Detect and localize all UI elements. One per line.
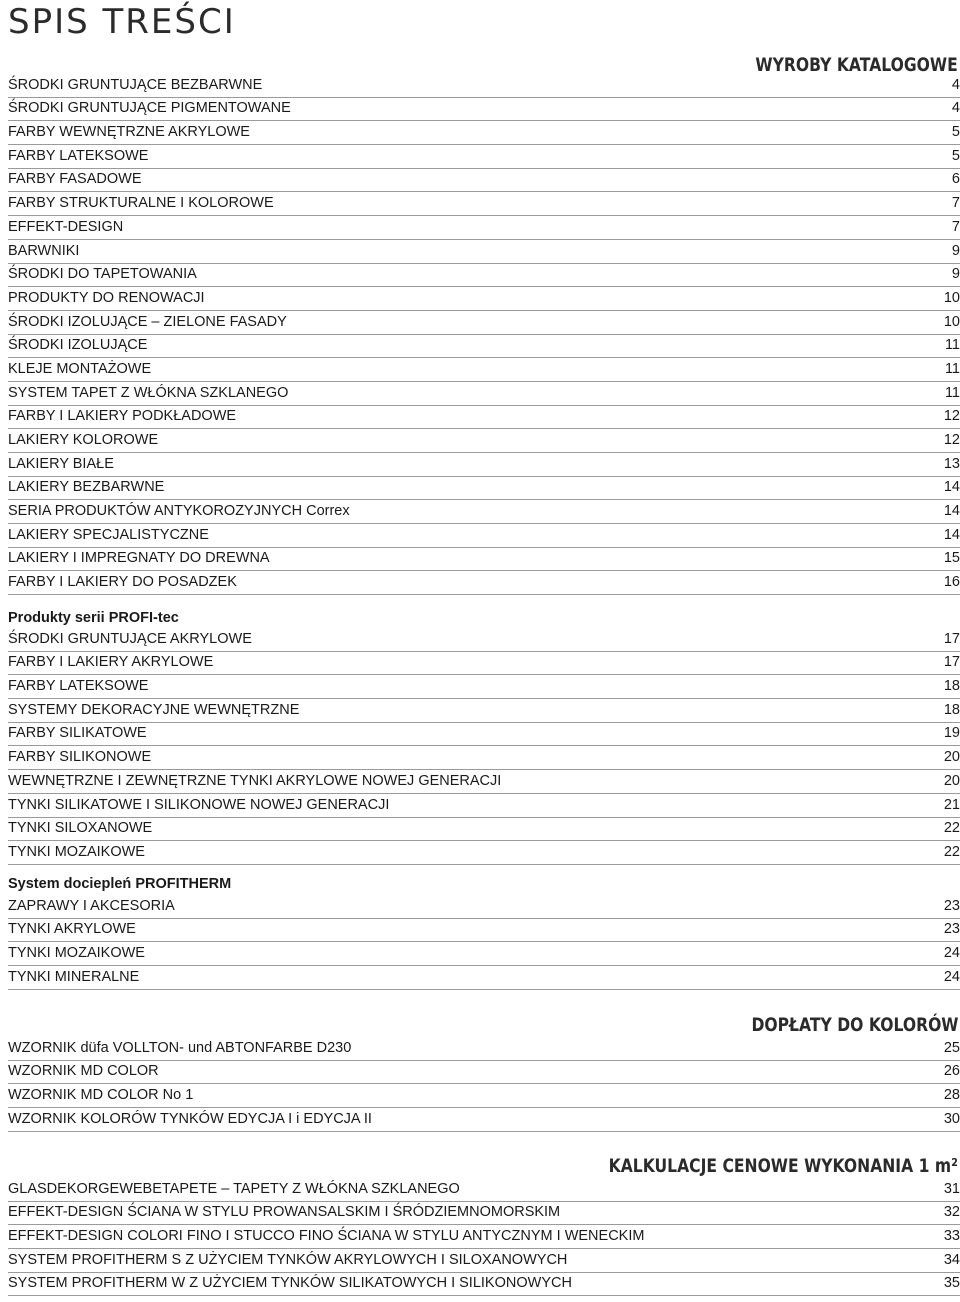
toc-entry-page: 14 <box>943 526 960 543</box>
toc-entry-label: FARBY WEWNĘTRZNE AKRYLOWE <box>8 124 250 141</box>
toc-entry-label: EFFEKT-DESIGN COLORI FINO I STUCCO FINO ŚCIANA W STYLU ANTYCZNYM I WENECKIM <box>8 1228 645 1245</box>
toc-entry-page: 10 <box>943 289 960 306</box>
toc-entry-page: 11 <box>944 337 960 354</box>
toc-entry <box>8 652 960 676</box>
toc-entry-page: 5 <box>951 124 960 141</box>
toc-entry <box>8 1273 960 1297</box>
toc-entry-label: LAKIERY I IMPREGNATY DO DREWNA <box>8 550 270 567</box>
toc-entry-label: FARBY LATEKSOWE <box>8 147 149 164</box>
toc-entry-page: 4 <box>951 100 960 117</box>
toc-entry-page: 17 <box>943 630 960 647</box>
toc-entry-page: 34 <box>943 1251 960 1268</box>
toc-entry <box>8 942 960 966</box>
toc-entry <box>8 192 960 216</box>
toc-entry <box>8 966 960 990</box>
toc-entry-page: 25 <box>943 1039 960 1056</box>
toc-entry-label: WZORNIK KOLORÓW TYNKÓW EDYCJA I i EDYCJA II <box>8 1110 372 1127</box>
toc-entry-label: FARBY STRUKTURALNE I KOLOROWE <box>8 195 274 212</box>
toc-entry <box>8 841 960 865</box>
toc-entry <box>8 723 960 747</box>
toc-entry-label: LAKIERY KOLOROWE <box>8 432 159 448</box>
toc-entry-page: 7 <box>951 218 960 235</box>
toc-entry <box>8 335 960 359</box>
toc-entry <box>8 675 960 699</box>
toc-entry-label: WZORNIK MD COLOR <box>8 1063 159 1080</box>
toc-entry-label: ŚRODKI IZOLUJĄCE <box>8 337 148 354</box>
toc-entry-page: 11 <box>944 360 960 377</box>
toc-entry <box>8 216 960 240</box>
toc-entry-label: ŚRODKI IZOLUJĄCE – ZIELONE FASADY <box>8 313 287 330</box>
toc-entry <box>8 121 960 145</box>
toc-entry <box>8 1061 960 1085</box>
toc-entry-label: WEWNĘTRZNE I ZEWNĘTRZNE TYNKI AKRYLOWE NOWEJ GENERACJI <box>8 772 502 789</box>
toc-entry <box>8 264 960 288</box>
toc-entry-label: FARBY I LAKIERY PODKŁADOWE <box>8 408 237 425</box>
toc-entry-label: ZAPRAWY I AKCESORIA <box>8 897 175 914</box>
toc-entry-page: 11 <box>944 384 960 401</box>
toc-entry-page: 21 <box>943 796 960 813</box>
toc-entry-page: 5 <box>951 147 960 164</box>
toc-list-catalog <box>8 74 960 595</box>
toc-entry-label: SYSTEM PROFITHERM S Z UŻYCIEM TYNKÓW AKRYLOWYCH I SILOXANOWYCH <box>8 1251 568 1268</box>
toc-entry-page: 28 <box>943 1087 960 1104</box>
toc-entry <box>8 1084 960 1108</box>
toc-entry-label: FARBY FASADOWE <box>8 171 142 188</box>
toc-entry-page: 9 <box>951 242 960 259</box>
toc-entry <box>8 311 960 335</box>
toc-entry-page: 10 <box>943 313 960 330</box>
toc-entry-label: SYSTEMY DEKORACYJNE WEWNĘTRZNE <box>8 701 300 718</box>
section-heading-pricing: KALKULACJE CENOWE WYKONANIA 1 m² <box>608 1155 958 1177</box>
toc-entry <box>8 919 960 943</box>
toc-entry-label: TYNKI MINERALNE <box>8 968 140 985</box>
toc-entry <box>8 628 960 652</box>
toc-entry <box>8 571 960 595</box>
toc-entry <box>8 524 960 548</box>
toc-entry-page: 23 <box>943 921 960 938</box>
toc-entry <box>8 145 960 169</box>
toc-entry <box>8 382 960 406</box>
toc-entry <box>8 770 960 794</box>
toc-entry-page: 18 <box>943 701 960 718</box>
toc-entry-page: 14 <box>943 503 960 520</box>
toc-entry-label: FARBY SILIKONOWE <box>8 749 152 766</box>
toc-entry-label: WZORNIK düfa VOLLTON- und ABTONFARBE D230 <box>8 1039 352 1056</box>
toc-entry <box>8 477 960 501</box>
toc-entry-label: TYNKI SILOXANOWE <box>8 820 153 837</box>
toc-entry <box>8 98 960 122</box>
toc-entry <box>8 429 960 453</box>
toc-entry <box>8 453 960 477</box>
toc-entry-label: SYSTEM PROFITHERM W Z UŻYCIEM TYNKÓW SILIKATOWYCH I SILIKONOWYCH <box>8 1275 572 1292</box>
toc-entry-label: PRODUKTY DO RENOWACJI <box>8 289 205 306</box>
toc-list-profitec <box>8 628 960 865</box>
toc-entry-label: SYSTEM TAPET Z WŁÓKNA SZKLANEGO <box>8 384 289 401</box>
toc-entry-page: 15 <box>943 550 960 567</box>
toc-entry <box>8 500 960 524</box>
toc-entry-page: 32 <box>943 1204 960 1221</box>
section-heading-colors: DOPŁATY DO KOLORÓW <box>750 1014 958 1036</box>
toc-entry-label: TYNKI MOZAIKOWE <box>8 945 145 962</box>
toc-entry <box>8 794 960 818</box>
toc-entry-page: 7 <box>951 195 960 212</box>
toc-entry-label: WZORNIK MD COLOR No 1 <box>8 1087 194 1104</box>
toc-entry-page: 16 <box>943 574 960 591</box>
toc-entry-page: 31 <box>943 1180 960 1197</box>
toc-entry-page: 12 <box>943 432 960 448</box>
toc-entry-page: 24 <box>943 945 960 962</box>
toc-entry <box>8 818 960 842</box>
toc-entry-page: 26 <box>943 1063 960 1080</box>
toc-entry-page: 6 <box>951 171 960 188</box>
toc-entry-label: GLASDEKORGEWEBETAPETE – TAPETY Z WŁÓKNA SZKLANEGO <box>8 1180 460 1197</box>
toc-entry-page: 20 <box>943 772 960 789</box>
subheading-profitec: Produkty serii PROFI-tec <box>8 610 179 626</box>
toc-entry-label: SERIA PRODUKTÓW ANTYKOROZYJNYCH Correx <box>8 503 350 520</box>
toc-entry-page: 35 <box>943 1275 960 1292</box>
toc-entry <box>8 240 960 264</box>
toc-entry <box>8 1225 960 1249</box>
toc-entry-page: 24 <box>943 968 960 985</box>
toc-entry-label: LAKIERY SPECJALISTYCZNE <box>8 526 209 543</box>
toc-entry-page: 22 <box>943 820 960 837</box>
toc-entry <box>8 287 960 311</box>
toc-entry-label: FARBY I LAKIERY DO POSADZEK <box>8 574 237 591</box>
toc-entry-label: ŚRODKI GRUNTUJĄCE PIGMENTOWANE <box>8 100 291 117</box>
toc-entry-label: LAKIERY BIAŁE <box>8 455 114 472</box>
toc-entry-page: 13 <box>943 455 960 472</box>
toc-entry-label: EFFEKT-DESIGN ŚCIANA W STYLU PROWANSALSKIM I ŚRÓDZIEMNOMORSKIM <box>8 1204 561 1221</box>
toc-entry-page: 23 <box>943 897 960 914</box>
toc-entry-label: TYNKI AKRYLOWE <box>8 921 136 938</box>
toc-entry <box>8 74 960 98</box>
toc-entry-label: EFFEKT-DESIGN <box>8 218 124 235</box>
toc-entry-page: 30 <box>943 1110 960 1127</box>
toc-entry <box>8 746 960 770</box>
toc-entry-label: FARBY SILIKATOWE <box>8 725 147 742</box>
toc-entry <box>8 699 960 723</box>
toc-entry-page: 33 <box>943 1228 960 1245</box>
toc-entry-label: TYNKI MOZAIKOWE <box>8 843 145 860</box>
toc-entry <box>8 1202 960 1226</box>
toc-list-pricing <box>8 1178 960 1296</box>
toc-entry-label: FARBY LATEKSOWE <box>8 678 149 695</box>
page-title: SPIS TREŚCI <box>8 2 236 42</box>
toc-entry-page: 22 <box>943 843 960 860</box>
toc-entry-page: 19 <box>943 725 960 742</box>
toc-entry-page: 17 <box>943 654 960 671</box>
toc-entry <box>8 548 960 572</box>
toc-entry-label: KLEJE MONTAŻOWE <box>8 360 152 377</box>
toc-entry <box>8 895 960 919</box>
toc-entry-page: 12 <box>943 408 960 425</box>
toc-entry-page: 9 <box>951 266 960 283</box>
toc-list-profitherm <box>8 895 960 990</box>
toc-entry <box>8 169 960 193</box>
toc-entry-label: ŚRODKI GRUNTUJĄCE BEZBARWNE <box>8 76 263 93</box>
toc-entry-label: ŚRODKI DO TAPETOWANIA <box>8 266 197 283</box>
toc-entry-page: 20 <box>943 749 960 766</box>
toc-entry-label: FARBY I LAKIERY AKRYLOWE <box>8 654 214 671</box>
toc-entry-page: 14 <box>943 479 960 496</box>
toc-entry <box>8 358 960 382</box>
toc-entry-page: 4 <box>951 76 960 93</box>
toc-entry <box>8 1178 960 1202</box>
toc-entry <box>8 1108 960 1132</box>
toc-entry <box>8 1249 960 1273</box>
toc-entry <box>8 406 960 430</box>
toc-list-colors <box>8 1037 960 1132</box>
toc-entry <box>8 1037 960 1061</box>
toc-entry-page: 18 <box>943 678 960 695</box>
toc-entry-label: LAKIERY BEZBARWNE <box>8 479 165 496</box>
toc-entry-label: BARWNIKI <box>8 242 80 259</box>
toc-entry-label: TYNKI SILIKATOWE I SILIKONOWE NOWEJ GENERACJI <box>8 796 390 813</box>
section-heading-catalog: WYROBY KATALOGOWE <box>755 54 958 76</box>
subheading-profitherm: System dociepleń PROFITHERM <box>8 876 232 892</box>
toc-entry-label: ŚRODKI GRUNTUJĄCE AKRYLOWE <box>8 630 252 647</box>
